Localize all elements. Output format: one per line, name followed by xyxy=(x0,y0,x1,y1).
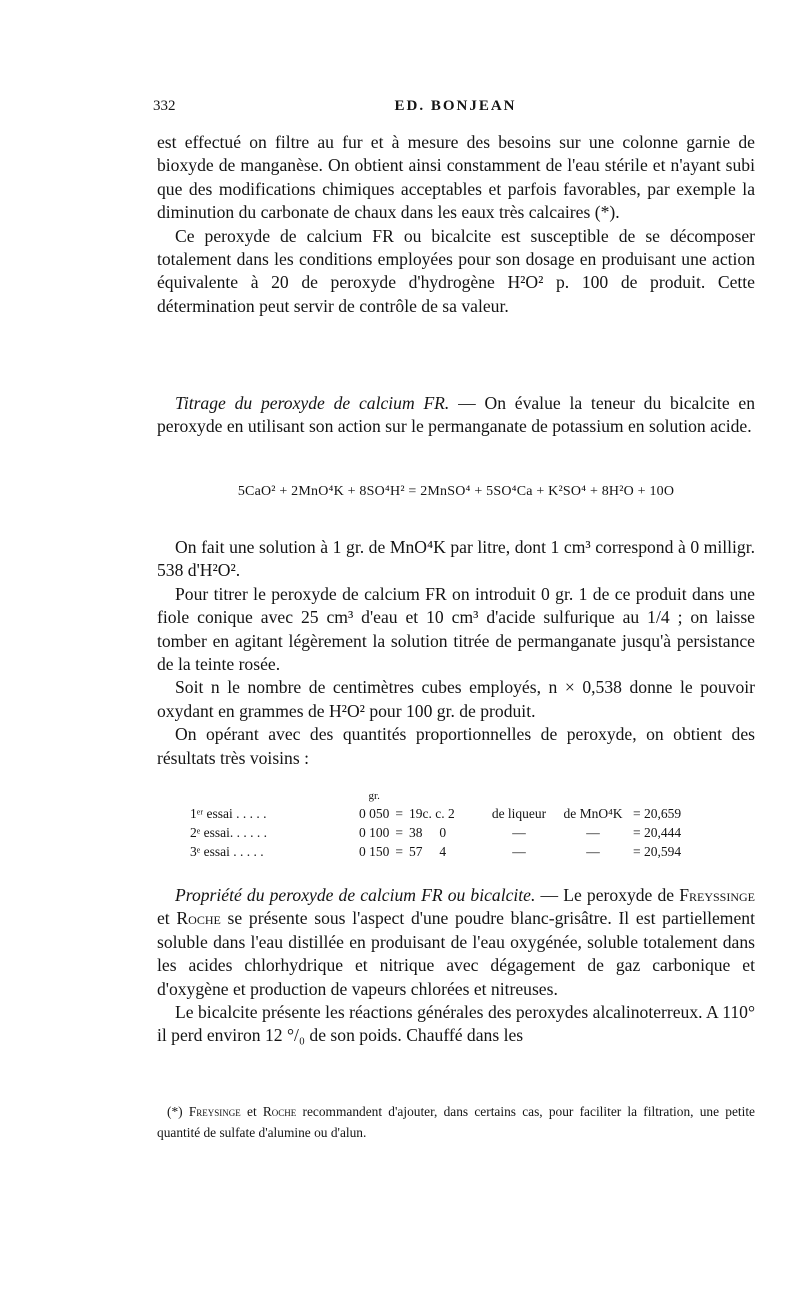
titration-section xyxy=(157,392,755,439)
paragraph-procedure: Pour titrer le peroxyde de calcium FR on introduit 0 gr. 1 de ce produit dans une fiole conique avec 25 cm³ d'eau et 10 cm³ d'acide sulfurique au 1/4 ; on laisse tomber en agitant légèrement la solution titrée de permanganate jusqu'à persistance de la teinte rosée. xyxy=(157,583,755,675)
table-row xyxy=(190,842,687,861)
trial-volume: 19c. c. 2 xyxy=(409,805,455,821)
author-name: Freyssinge xyxy=(679,885,755,905)
trial-label: 1ᵉʳ essai . . . . . xyxy=(190,805,267,821)
trial-equals: = xyxy=(395,843,403,859)
trial-equals: = xyxy=(395,824,403,840)
trial-mass: 0 150 xyxy=(359,843,390,859)
trial-mass: 0 100 xyxy=(359,824,390,840)
trial-label: 3ᵉ essai . . . . . xyxy=(190,843,264,859)
section-title-titrage: Titrage du peroxyde de calcium FR. xyxy=(175,393,450,413)
trial-ditto-2: de MnO⁴K xyxy=(563,805,623,821)
body-text-procedure xyxy=(157,536,755,770)
trial-volume: 38 0 xyxy=(409,824,447,840)
author-name: Roche xyxy=(176,908,221,929)
body-text-top xyxy=(157,131,755,318)
unit-label: gr. xyxy=(368,790,380,802)
trial-ditto-2: — xyxy=(586,843,600,859)
page-header xyxy=(153,98,758,122)
table-row xyxy=(190,823,687,842)
paragraph-continuation: est effectué on filtre au fur et à mesure des besoins sur une colonne garnie de bioxyde de manganèse. On obtient ainsi constamment de l'eau stérile et n'ayant subi que des modifications chimiques acceptables et parfois favorables, par exemple la diminution du carbonate de chaux dans les eaux très calcaires (*). xyxy=(157,132,755,223)
paragraph-properties: Propriété du peroxyde de calcium FR ou bicalcite. — Le peroxyde de Freyssinge et Roche se présente sous l'aspect d'une poudre blanc-grisâtre. Il est partiellement soluble dans l'eau distillée en produisant de l'eau oxygénée, soluble totalement dans les acides chlorhydrique et nitrique avec dégagement de gaz carbonique et d'oxygène et production de vapeurs chlorées et nitreuses. xyxy=(157,885,755,999)
results-table xyxy=(190,788,687,861)
author-name: Roche xyxy=(262,1104,297,1119)
paragraph-bicalcite-decomposition: Ce peroxyde de calcium FR ou bicalcite est susceptible de se décomposer totalement dans les conditions employées pour son dosage en produisant une action équivalente à 20 de peroxyde d'hydrogène H²O² p. 100 de produit. Cette détermination peut servir de contrôle de sa valeur. xyxy=(157,225,755,316)
trial-label: 2ᵉ essai. . . . . . xyxy=(190,824,267,840)
footnote: (*) Freysinge et Roche recommandent d'ajouter, dans certains cas, pour faciliter la filtration, une petite quantité de sulfate d'alumine ou d'alun. xyxy=(157,1104,755,1140)
paragraph-solution: On fait une solution à 1 gr. de MnO⁴K par litre, dont 1 cm³ correspond à 0 milligr. 538 d'H²O². xyxy=(157,537,755,581)
paragraph-reactions: Le bicalcite présente les réactions générales des peroxydes alcalinoterreux. A 110° il perd environ 12 °/₀ de son poids. Chauffé dans les xyxy=(157,1002,755,1046)
trial-volume: 57 4 xyxy=(409,843,447,859)
author-name: Freysinge xyxy=(188,1104,241,1119)
trial-equals: = xyxy=(395,805,403,821)
section-title-propriete: Propriété du peroxyde de calcium FR ou bicalcite. xyxy=(175,885,536,905)
trial-ditto-2: — xyxy=(586,824,600,840)
trial-result: = 20,444 xyxy=(633,824,682,840)
trial-ditto-1: de liqueur xyxy=(491,805,547,821)
trial-mass: 0 050 xyxy=(359,805,390,821)
trial-result: = 20,594 xyxy=(633,843,682,859)
chemical-equation: 5CaO² + 2MnO⁴K + 8SO⁴H² = 2MnSO⁴ + 5SO⁴Ca + K²SO⁴ + 8H²O + 10O xyxy=(237,484,675,499)
running-head: ED. BONJEAN xyxy=(394,98,517,114)
paragraph-titration xyxy=(157,392,755,439)
footnote-mark: (*) xyxy=(167,1104,183,1119)
footnote-text: recommandent d'ajouter, dans certains cas, pour faciliter la filtration, une petite quantité de sulfate d'alumine ou d'alun. xyxy=(157,1104,755,1140)
table-unit-row xyxy=(190,788,687,804)
trial-ditto-1: — xyxy=(512,843,526,859)
paragraph-calculation: Soit n le nombre de centimètres cubes employés, n × 0,538 donne le pouvoir oxydant en grammes de H²O² pour 100 gr. de produit. xyxy=(157,677,755,721)
paragraph-results-intro: On opérant avec des quantités proportionnelles de peroxyde, on obtient des résultats très voisins : xyxy=(157,724,755,768)
page-number: 332 xyxy=(153,98,176,114)
body-text-properties xyxy=(157,884,755,1048)
trial-result: = 20,659 xyxy=(633,805,682,821)
trial-ditto-1: — xyxy=(512,824,526,840)
titration-intro: — On évalue la teneur du bicalcite en peroxyde en utilisant son action sur le permanganate de potassium en solution acide. xyxy=(157,393,756,437)
table-row xyxy=(190,804,687,823)
